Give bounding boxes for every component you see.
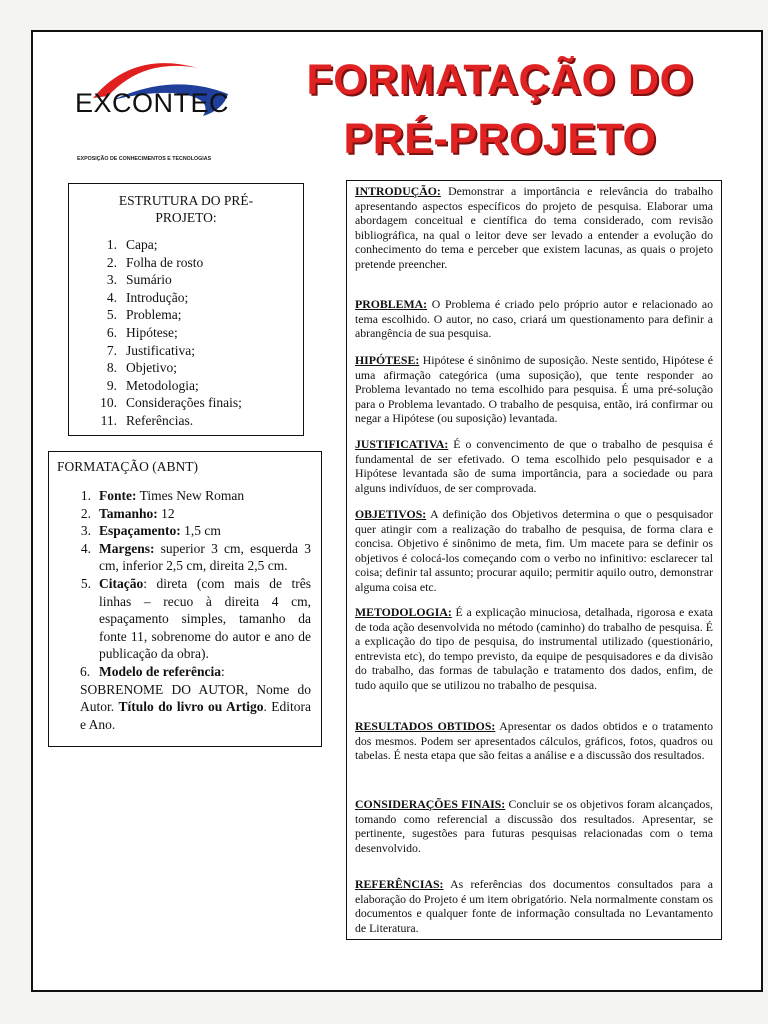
list-item: 10. Considerações finais; xyxy=(100,395,242,411)
reference-model-example: SOBRENOME DO AUTOR, Nome do Autor. Título do livro ou Artigo. Editora e Ano. xyxy=(80,681,311,732)
section-consideracoes: CONSIDERAÇÕES FINAIS: Concluir se os objetivos foram alcançados, tomando como referencial a discussão dos resultados. Apresentar, se pertinente, sugestões para futuras pesquisas relacionadas com o tema desenvolvido. xyxy=(355,797,713,855)
list-item: 1. Fonte: Times New Roman xyxy=(80,488,245,503)
structure-list xyxy=(69,236,303,430)
excontec-logo xyxy=(73,58,233,168)
list-item: 5. Citação: direta (com mais de três linhas – recuo à direita 4 cm, espaçamento simples, tamanho da fonte 11, sobrenome do autor e ano de publicação da obra). xyxy=(80,575,311,662)
logo-subtitle: EXPOSIÇÃO DE CONHECIMENTOS E TECNOLOGIAS xyxy=(77,156,212,162)
section-introducao: INTRODUÇÃO: Demonstrar a importância e relevância do trabalho apresentando aspectos específicos do projeto de pesquisa. Elaborar uma abordagem conceitual e científica do tema considerado, com revisão bibliográfica, na qual o leitor deve ser levado a entender a evolução do conhecimento do tema e perceber que existem lacunas, as quais o projeto pretende preencher. xyxy=(355,184,713,271)
page-title-line1: FORMATAÇÃO DO xyxy=(306,56,694,104)
logo-name: EXCONTEC xyxy=(75,88,230,118)
section-referencias: REFERÊNCIAS: As referências dos documentos consultados para a elaboração do Projeto é um item obrigatório. Nela normalmente constam os documentos e qualquer fonte de informação consultada no Levantamento de Literatura. xyxy=(355,877,713,935)
section-metodologia: METODOLOGIA: É a explicação minuciosa, detalhada, rigorosa e exata de toda ação desenvolvida no método (caminho) do trabalho de pesquisa. É a explicação do tipo de pesquisa, do instrumental utilizado (questionário, entrevista etc), do tempo previsto, da equipe de pesquisadores e da divisão do trabalho, das formas de tabulação e tratamento dos dados, enfim, de tudo aquilo que se utilizou no trabalho de pesquisa. xyxy=(355,605,713,692)
list-item: 8. Objetivo; xyxy=(106,360,177,376)
section-hipotese: HIPÓTESE: Hipótese é sinônimo de suposição. Neste sentido, Hipótese é uma afirmação categórica (uma suposição), que tente responder ao Problema levantado no tema escolhido para pesquisa. É uma pré-solução para o Problema levantado. O trabalho de pesquisa, então, irá confirmar ou negar a Hipótese (ou suposição) levantada. xyxy=(355,353,713,426)
section-justificativa: JUSTIFICATIVA: É o convencimento de que o trabalho de pesquisa é fundamental de ser efetivado. O tema escolhido pelo pesquisador e a Hipótese levantada são de suma importância, para a sociedade ou para alguns indivíduos, de ser comprovada. xyxy=(355,437,713,495)
reference-model-label: 6. Modelo de referência: xyxy=(80,663,225,679)
section-objetivos: OBJETIVOS: A definição dos Objetivos determina o que o pesquisador quer atingir com a realização do trabalho de pesquisa, de forma clara e concisa. Objetivo é sinônimo de meta, fim. Um macete para se definir os objetivos é colocá-los começando com o verbo no infinitivo: esclarecer tal coisa; definir tal assunto; procurar aquilo; permitir aquilo outro, demonstrar alguma coisa etc. xyxy=(355,507,713,594)
abnt-heading: FORMATAÇÃO (ABNT) xyxy=(57,459,199,474)
section-problema: PROBLEMA: O Problema é criado pelo próprio autor e relacionado ao tema escolhido. O autor, no caso, criará um questionamento para definir a abrangência de sua pesquisa. xyxy=(355,297,713,341)
structure-box xyxy=(68,183,304,436)
list-item: 1. Capa; xyxy=(106,237,158,252)
abnt-box xyxy=(48,451,322,747)
list-item: 9. Metodologia; xyxy=(106,377,199,393)
list-item: 2. Tamanho: 12 xyxy=(80,505,175,521)
list-item: 2. Folha de rosto xyxy=(106,254,204,270)
list-item: 3. Sumário xyxy=(106,272,172,288)
list-item: 4. Introdução; xyxy=(106,289,189,305)
list-item: 6. Hipótese; xyxy=(106,324,178,340)
content-box xyxy=(346,180,722,940)
list-item: 11. Referências. xyxy=(100,412,194,428)
list-item: 5. Problema; xyxy=(106,307,182,323)
page-title-line2: PRÉ-PROJETO xyxy=(343,115,657,163)
abnt-list xyxy=(49,487,321,663)
list-item: 7. Justificativa; xyxy=(106,342,195,358)
section-resultados: RESULTADOS OBTIDOS: Apresentar os dados obtidos e o tratamento dos mesmos. Podem ser apresentados cálculos, gráficos, fotos, quadros ou tabelas. É nesta etapa que são feitas a análise e a discussão dos resultados. xyxy=(355,719,713,763)
list-item: 3. Espaçamento: 1,5 cm xyxy=(80,523,221,539)
structure-heading: ESTRUTURA DO PRÉ-PROJETO: xyxy=(118,193,254,225)
list-item: 4. Margens: superior 3 cm, esquerda 3 cm, inferior 2,5 cm, direita 2,5 cm. xyxy=(80,540,311,574)
